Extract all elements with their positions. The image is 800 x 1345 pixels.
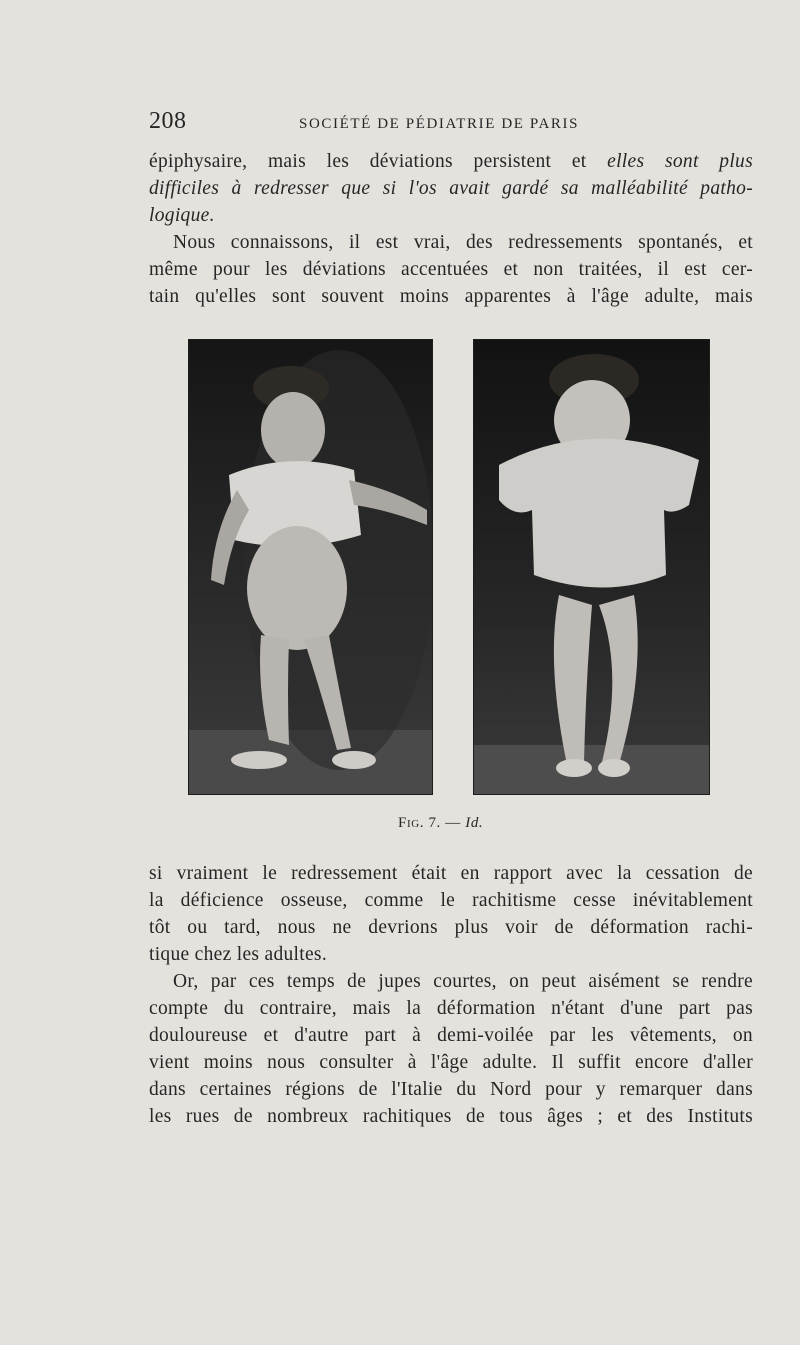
text-line: les rues de nombreux rachitiques de tous âges ; et des Instituts xyxy=(149,1106,753,1127)
child-photo-left-image xyxy=(189,340,432,794)
figure-photographs xyxy=(188,339,710,793)
text-line: tain qu'elles sont souvent moins apparentes à l'âge adulte, mais xyxy=(149,286,753,307)
running-title: SOCIÉTÉ DE PÉDIATRIE DE PARIS xyxy=(299,116,580,132)
text-line: si vraiment le redressement était en rapport avec la cessation de xyxy=(149,863,753,884)
page-header xyxy=(149,108,753,138)
text-line: Or, par ces temps de jupes courtes, on peut aisément se rendre xyxy=(173,971,753,992)
text-line: douloureuse et d'autre part à demi-voilée par les vêtements, on xyxy=(149,1025,753,1046)
text-line: vient moins nous consulter à l'âge adulte. Il suffit encore d'aller xyxy=(149,1052,753,1073)
child-photo-right-image xyxy=(474,340,709,794)
figure-caption: Fig. 7. — Id. xyxy=(398,815,484,831)
text-line: épiphysaire, mais les déviations persistent et elles sont plus xyxy=(149,151,753,172)
text-line: la déficience osseuse, comme le rachitisme cesse inévitablement xyxy=(149,890,753,911)
photo-child-front-left xyxy=(188,339,433,795)
text-line: compte du contraire, mais la déformation n'étant d'une part pas xyxy=(149,998,753,1019)
paragraph-bottom xyxy=(149,860,753,1130)
photo-child-front-right xyxy=(473,339,710,795)
paragraph-top xyxy=(149,148,753,310)
page-number: 208 xyxy=(149,108,187,134)
text-line: logique. xyxy=(149,205,215,226)
text-line: tôt ou tard, nous ne devrions plus voir de déformation rachi- xyxy=(149,917,753,938)
text-line: Nous connaissons, il est vrai, des redressements spontanés, et xyxy=(173,232,753,253)
text-line: tique chez les adultes. xyxy=(149,944,328,965)
text-line: difficiles à redresser que si l'os avait gardé sa malléabilité patho- xyxy=(149,178,753,199)
text-line: même pour les déviations accentuées et non traitées, il est cer- xyxy=(149,259,753,280)
text-line: dans certaines régions de l'Italie du Nord pour y remarquer dans xyxy=(149,1079,753,1100)
